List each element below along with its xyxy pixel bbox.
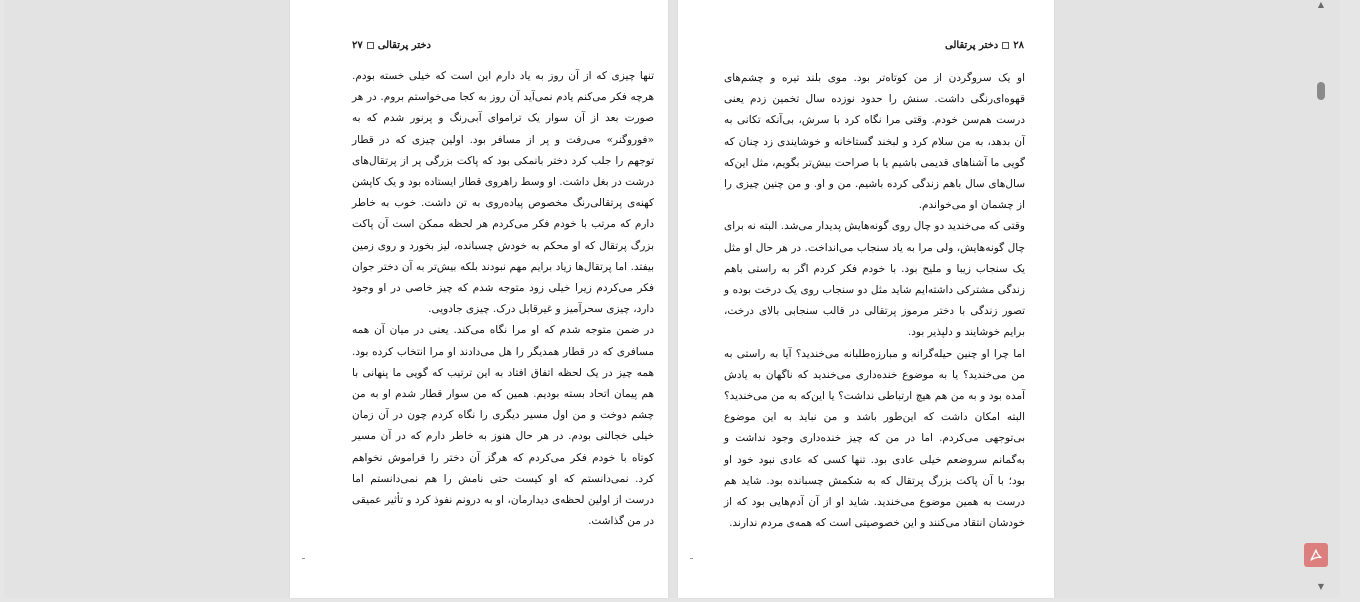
header-square-icon <box>1002 42 1009 49</box>
page-number: ۲۸ <box>1013 40 1024 51</box>
paragraph: او یک سروگردن از من کوتاه‌تر بود. موی بلند تیره و چشم‌های قهوه‌ای‌رنگی داشت. سنش را حدود نوزده سال تخمین زدم یعنی درست هم‌سن خودم. وقتی مرا نگاه کرد با سرش، بی‌آنکه تکانی به آن بدهد، به من سلام کرد و لبخند گستاخانه و خوشایندی زد چنان که گویی ما آشناهای قدیمی باشیم یا با صراحت بیش‌تر بگویم، مثل این‌که سال‌های سال باهم زندگی کرده باشیم. من و او. و من چنین چیزی را از چشمان او می‌خواندم. <box>724 72 1025 212</box>
document-viewer[interactable] <box>4 0 1340 598</box>
paragraph: وقتی که می‌خندید دو چال روی گونه‌هایش پدیدار می‌شد. البته نه برای چال گونه‌هایش، ولی مرا به یاد سنجاب می‌انداخت. در هر حال او مثل یک سنجاب زیبا و ملیح بود. با خودم فکر کردم اگر به راستی باهم زندگی مشترکی داشته‌ایم شاید مثل دو سنجاب روی یک درخت بوده و تصور زندگی با دختر مرموز پرتقالی در قالب سنجابی بالای درخت، برایم خوشایند و دلپذیر بود. <box>724 220 1025 339</box>
vertical-scrollbar[interactable] <box>1314 0 1328 598</box>
page-27 <box>290 0 668 598</box>
pdf-icon[interactable] <box>1304 543 1328 567</box>
scroll-down-arrow-icon[interactable]: ▼ <box>1317 582 1325 591</box>
header-square-icon <box>367 42 374 49</box>
paragraph: در ضمن متوجه شدم که او مرا نگاه می‌کند. یعنی در میان آن همه مسافری که در قطار همدیگر را هل می‌دادند او مرا انتخاب کرده بود. همه چیز در یک لحظه اتفاق افتاد به این ترتیب که گویی ما پنهانی با هم پیمان اتحاد بسته بودیم. همین که من سوار قطار شدم او به من چشم دوخت و من اول مسیر دیگری را نگاه کردم چون در آن زمان خیلی خجالتی بودم. در هر حال هنوز به خاطر دارم که در آن مسیر کوتاه با خودم فکر می‌کردم که هرگز آن دختر را فراموش نخواهم کرد. نمی‌دانستم که او کیست حتی نامش را هم نمی‌دانستم اما درست از اولین لحظه‌ی دیدارمان، او به درونم نفوذ کرد و تأثیر عمیقی در من گذاشت. <box>352 324 654 528</box>
paragraph: تنها چیزی که از آن روز به یاد دارم این است که خیلی خسته بودم. هرچه فکر می‌کنم یادم نمی‌آید آن روز به کجا می‌خواستم بروم. در هر صورت بعد از آن سوار یک تراموای آبی‌رنگ و پرنور شدم که به «فوروگنر» می‌رفت و پر از مسافر بود. اولین چیزی که در قطار توجهم را جلب کرد دختر بانمکی بود که پاکت بزرگی پر از پرتقال‌های درشت در بغل داشت. او وسط راهروی قطار ایستاده بود و یک کاپشن کهنه‌ی پرتقالی‌رنگ مخصوص پیاده‌روی به تن داشت. خوب به خاطر دارم که مرتب با خودم فکر می‌کردم هر لحظه ممکن است آن پاکت بزرگ پرتقال که او محکم به خودش چسبانده، لیز بخورد و روی زمین بیفتد. اما پرتقال‌ها زیاد برایم مهم نبودند بلکه بیش‌تر به آن دختر جوان فکر می‌کردم زیرا خیلی زود متوجه شدم که چیز خاصی در او وجود دارد، چیزی سحرآمیز و غیرقابل درک. چیزی جادویی. <box>352 70 654 316</box>
scroll-up-arrow-icon[interactable]: ▲ <box>1317 0 1325 9</box>
header-title: دختر پرتقالی <box>945 40 999 51</box>
page-body <box>352 66 654 532</box>
scroll-thumb[interactable] <box>1317 82 1325 100</box>
page-corner-mark <box>690 558 693 559</box>
page-28 <box>678 0 1054 598</box>
page-corner-mark <box>302 558 305 559</box>
header-title: دختر پرتقالی <box>377 40 431 51</box>
running-header <box>945 40 1024 51</box>
running-header <box>352 40 431 51</box>
paragraph: اما چرا او چنین حیله‌گرانه و مبارزه‌طلبانه می‌خندید؟ آیا به راستی به من می‌خندید؟ یا به موضوع خنده‌داری می‌خندید که ناگهان به یادش آمده بود و به من هم هیچ ارتباطی نداشت؟ یا این‌که به من می‌خندید؟ البته امکان داشت که این‌طور باشد و من نباید به این موضوع بی‌توجهی می‌کردم. اما در من که چیز خنده‌داری وجود نداشت و به‌گمانم سروضعم خیلی عادی بود. تنها کسی که عادی نبود خود او بود؛ با آن پاکت بزرگ پرتقال که به شکمش چسبانده بود. شاید هم درست به همین موضوع می‌خندید. شاید او از آن آدم‌هایی بود که از خودشان انتقاد می‌کنند و این خصوصیتی است که همه‌ی مردم ندارند. <box>724 347 1025 530</box>
page-body <box>724 68 1025 534</box>
page-number: ۲۷ <box>352 40 363 51</box>
pdf-glyph-icon <box>1308 547 1324 563</box>
